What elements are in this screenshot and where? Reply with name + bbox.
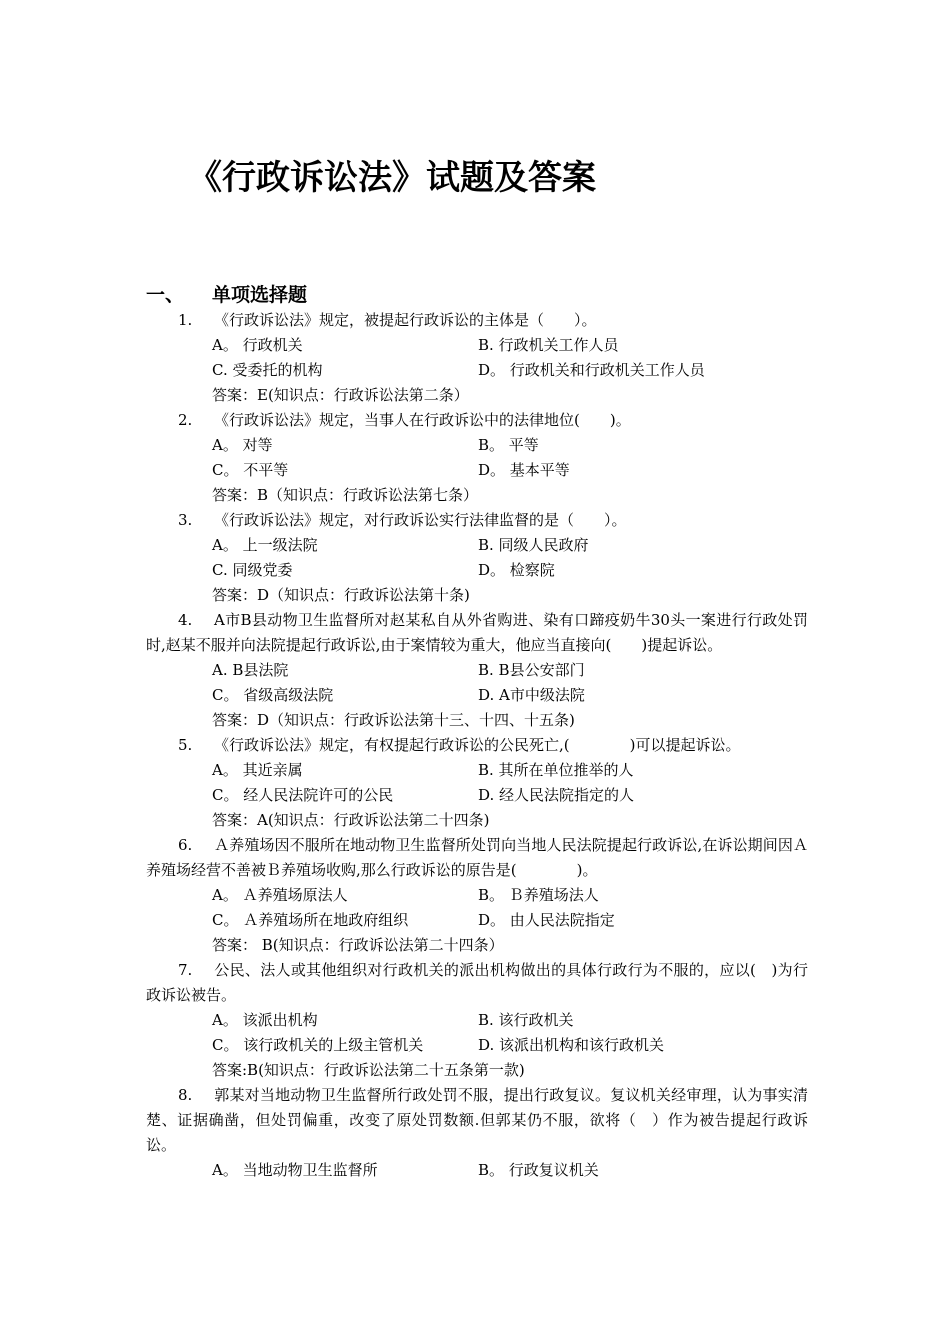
- question-number: 8.: [178, 1086, 193, 1104]
- option-b: B。 行政复议机关: [478, 1161, 599, 1179]
- answer: 答案：A(知识点：行政诉讼法第二十四条): [212, 811, 490, 829]
- option-b: B. 其所在单位推举的人: [478, 761, 634, 779]
- question-stem: 《行政诉讼法》规定，被提起行政诉讼的主体是（ ）。: [214, 311, 597, 329]
- question-1: [146, 308, 808, 408]
- question-stem: Ａ养殖场因不服所在地动物卫生监督所处罚向当地人民法院提起行政诉讼,在诉讼期间因Ａ养殖场经营不善被Ｂ养殖场收购,那么行政诉讼的原告是( )。: [146, 836, 808, 879]
- option-c: C。 经人民法院许可的公民: [212, 786, 394, 804]
- question-number: 7.: [178, 961, 193, 979]
- question-stem: 公民、法人或其他组织对行政机关的派出机构做出的具体行政行为不服的，应以( )为行政诉讼被告。: [146, 961, 808, 1004]
- question-stem: 《行政诉讼法》规定，当事人在行政诉讼中的法律地位( )。: [214, 411, 631, 429]
- question-stem: 郭某对当地动物卫生监督所行政处罚不服，提出行政复议。复议机关经审理，认为事实清楚、证据确凿，但处罚偏重，改变了原处罚数额.但郭某仍不服，欲将（ ）作为被告提起行政诉讼。: [146, 1086, 808, 1154]
- answer: 答案：B（知识点：行政诉讼法第七条）: [212, 486, 479, 504]
- question-number: 2.: [178, 411, 193, 429]
- option-d: D。 行政机关和行政机关工作人员: [478, 361, 705, 379]
- options: [146, 333, 808, 383]
- option-c: C。 Ａ养殖场所在地政府组织: [212, 911, 409, 929]
- answer: 答案:B(知识点：行政诉讼法第二十五条第一款): [212, 1061, 525, 1079]
- option-a: A. B县法院: [212, 661, 289, 679]
- option-a: A。 Ａ养殖场原法人: [212, 886, 348, 904]
- question-2: [146, 408, 808, 508]
- options: [146, 658, 808, 708]
- section-heading: [146, 283, 307, 307]
- option-b: B。 平等: [478, 436, 539, 454]
- options: [146, 1008, 808, 1058]
- question-4: [146, 608, 808, 733]
- options: [146, 533, 808, 583]
- answer: 答案： B(知识点：行政诉讼法第二十四条）: [212, 936, 504, 954]
- question-3: [146, 508, 808, 608]
- option-b: B。 Ｂ养殖场法人: [478, 886, 599, 904]
- question-stem: A市B县动物卫生监督所对赵某私自从外省购进、染有口蹄疫奶牛30头一案进行行政处罚时,赵某不服并向法院提起行政诉讼,由于案情较为重大，他应当直接向( )提起诉讼。: [146, 611, 808, 654]
- answer: 答案：D（知识点：行政诉讼法第十条): [212, 586, 470, 604]
- question-number: 1.: [178, 311, 193, 329]
- option-c: C. 受委托的机构: [212, 361, 323, 379]
- question-8: [146, 1083, 808, 1183]
- option-a: A。 对等: [212, 436, 273, 454]
- question-6: [146, 833, 808, 958]
- question-list: [146, 308, 808, 1183]
- options: [146, 758, 808, 808]
- option-c: C。 省级高级法院: [212, 686, 334, 704]
- options: [146, 1158, 808, 1183]
- option-b: B. 行政机关工作人员: [478, 336, 619, 354]
- option-b: B. 该行政机关: [478, 1011, 574, 1029]
- question-5: [146, 733, 808, 833]
- section-number: 一、: [146, 284, 185, 306]
- question-stem: 《行政诉讼法》规定，有权提起行政诉讼的公民死亡,( )可以提起诉讼。: [214, 736, 741, 754]
- page-title: 《行政诉讼法》试题及答案: [188, 158, 596, 198]
- option-a: A。 其近亲属: [212, 761, 303, 779]
- option-b: B. B县公安部门: [478, 661, 585, 679]
- options: [146, 433, 808, 483]
- option-a: A。 上一级法院: [212, 536, 318, 554]
- option-d: D. 经人民法院指定的人: [478, 786, 635, 804]
- option-d: D。 基本平等: [478, 461, 570, 479]
- answer: 答案：E(知识点：行政诉讼法第二条）: [212, 386, 469, 404]
- option-c: C。 不平等: [212, 461, 289, 479]
- section-label: 单项选择题: [212, 284, 308, 306]
- options: [146, 883, 808, 933]
- question-number: 5.: [178, 736, 193, 754]
- option-c: C. 同级党委: [212, 561, 293, 579]
- option-a: A。 行政机关: [212, 336, 303, 354]
- option-a: A。 该派出机构: [212, 1011, 318, 1029]
- option-d: D。 由人民法院指定: [478, 911, 615, 929]
- option-a: A。 当地动物卫生监督所: [212, 1161, 378, 1179]
- option-b: B. 同级人民政府: [478, 536, 589, 554]
- question-number: 6.: [178, 836, 193, 854]
- option-d: D. 该派出机构和该行政机关: [478, 1036, 665, 1054]
- option-d: D。 检察院: [478, 561, 555, 579]
- question-number: 4.: [178, 611, 193, 629]
- option-d: D. A市中级法院: [478, 686, 585, 704]
- option-c: C。 该行政机关的上级主管机关: [212, 1036, 424, 1054]
- question-stem: 《行政诉讼法》规定，对行政诉讼实行法律监督的是（ ）。: [214, 511, 627, 529]
- question-7: [146, 958, 808, 1083]
- question-number: 3.: [178, 511, 193, 529]
- answer: 答案：D（知识点：行政诉讼法第十三、十四、十五条): [212, 711, 575, 729]
